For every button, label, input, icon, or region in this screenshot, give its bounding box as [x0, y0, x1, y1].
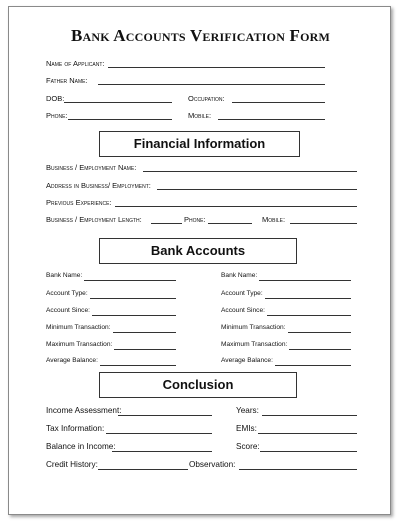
business-phone-field[interactable] — [208, 223, 252, 224]
mobile-label: Mobile: — [188, 111, 212, 120]
bank-field-label: Account Type: — [221, 290, 263, 297]
bank-field-label: Minimum Transaction: — [221, 324, 286, 331]
credit-history-label: Credit History: — [46, 460, 98, 469]
tax-information-label: Tax Information: — [46, 424, 105, 433]
form-title: Bank Accounts Verification Form — [70, 26, 331, 45]
emis-field[interactable] — [258, 433, 357, 434]
phone-field[interactable] — [68, 119, 172, 120]
score-field[interactable] — [260, 451, 357, 452]
bank-field-line[interactable] — [289, 349, 351, 350]
bank-field-label: Maximum Transaction: — [221, 341, 288, 348]
business-name-row — [46, 163, 358, 175]
applicant-name-field[interactable] — [108, 67, 325, 68]
business-mobile-field[interactable] — [290, 223, 357, 224]
tax-information-field[interactable] — [106, 433, 212, 434]
father-name-row — [46, 76, 336, 88]
occupation-label: Occupation: — [188, 94, 225, 103]
balance-score-row — [46, 442, 358, 454]
bank-field-line[interactable] — [275, 365, 351, 366]
bank-field-row — [46, 307, 176, 319]
dob-occupation-row — [46, 94, 336, 106]
applicant-name-row — [46, 59, 336, 71]
previous-experience-row — [46, 198, 358, 210]
business-length-label: Business / Employment Length: — [46, 215, 142, 224]
bank-field-label: Account Type: — [46, 290, 88, 297]
conclusion-heading: Conclusion — [99, 372, 297, 398]
income-assessment-label: Income Assessment: — [46, 406, 122, 415]
score-label: Score: — [236, 442, 260, 451]
business-name-label: Business / Employment Name: — [46, 163, 137, 172]
bank-field-row — [46, 357, 176, 369]
business-address-field[interactable] — [157, 189, 357, 190]
business-address-label: Address in Business/ Employment: — [46, 181, 151, 190]
emis-label: EMIs: — [236, 424, 257, 433]
years-field[interactable] — [262, 415, 357, 416]
bank-field-line[interactable] — [259, 280, 351, 281]
bank-field-label: Average Balance: — [221, 357, 273, 364]
bank-field-line[interactable] — [288, 332, 352, 333]
balance-in-income-field[interactable] — [112, 451, 212, 452]
bank-field-label: Account Since: — [221, 307, 265, 314]
bank-field-row — [221, 290, 351, 302]
dob-field[interactable] — [64, 102, 172, 103]
business-length-row — [46, 215, 358, 227]
previous-experience-field[interactable] — [115, 206, 357, 207]
bank-field-line[interactable] — [265, 298, 351, 299]
bank-field-line[interactable] — [100, 365, 176, 366]
bank-field-line[interactable] — [92, 315, 176, 316]
bank-field-line[interactable] — [114, 349, 176, 350]
tax-emis-row — [46, 424, 358, 436]
bank-field-row — [46, 272, 176, 284]
bank-field-label: Bank Name: — [46, 272, 83, 279]
income-years-row — [46, 406, 358, 418]
bank-field-label: Average Balance: — [46, 357, 98, 364]
bank-field-line[interactable] — [90, 298, 176, 299]
business-length-field[interactable] — [151, 223, 182, 224]
bank-field-row — [221, 357, 351, 369]
credit-observation-row — [46, 460, 358, 472]
previous-experience-label: Previous Experience: — [46, 198, 112, 207]
phone-label: Phone: — [46, 111, 68, 120]
phone-mobile-row — [46, 111, 336, 123]
dob-label: DOB: — [46, 94, 65, 103]
occupation-field[interactable] — [232, 102, 325, 103]
bank-field-row — [221, 272, 351, 284]
bank-field-label: Account Since: — [46, 307, 90, 314]
bank-field-line[interactable] — [84, 280, 176, 281]
years-label: Years: — [236, 406, 259, 415]
bank-field-line[interactable] — [267, 315, 351, 316]
bank-field-row — [221, 307, 351, 319]
observation-label: Observation: — [189, 460, 236, 469]
bank-field-label: Maximum Transaction: — [46, 341, 113, 348]
bank-field-label: Bank Name: — [221, 272, 258, 279]
bank-accounts-heading: Bank Accounts — [99, 238, 297, 264]
bank-field-row — [221, 341, 351, 353]
bank-field-row — [46, 341, 176, 353]
bank-field-label: Minimum Transaction: — [46, 324, 111, 331]
credit-history-field[interactable] — [98, 469, 188, 470]
father-name-label: Father Name: — [46, 76, 88, 85]
business-name-field[interactable] — [143, 171, 357, 172]
father-name-field[interactable] — [98, 84, 325, 85]
business-mobile-label: Mobile: — [262, 215, 286, 224]
mobile-field[interactable] — [218, 119, 325, 120]
bank-field-line[interactable] — [113, 332, 177, 333]
income-assessment-field[interactable] — [118, 415, 212, 416]
applicant-name-label: Name of Applicant: — [46, 59, 105, 68]
bank-field-row — [221, 324, 351, 336]
balance-in-income-label: Balance in Income: — [46, 442, 116, 451]
business-phone-label: Phone: — [184, 215, 206, 224]
observation-field[interactable] — [239, 469, 357, 470]
business-address-row — [46, 181, 358, 193]
financial-info-heading: Financial Information — [99, 131, 300, 157]
bank-field-row — [46, 290, 176, 302]
bank-field-row — [46, 324, 176, 336]
